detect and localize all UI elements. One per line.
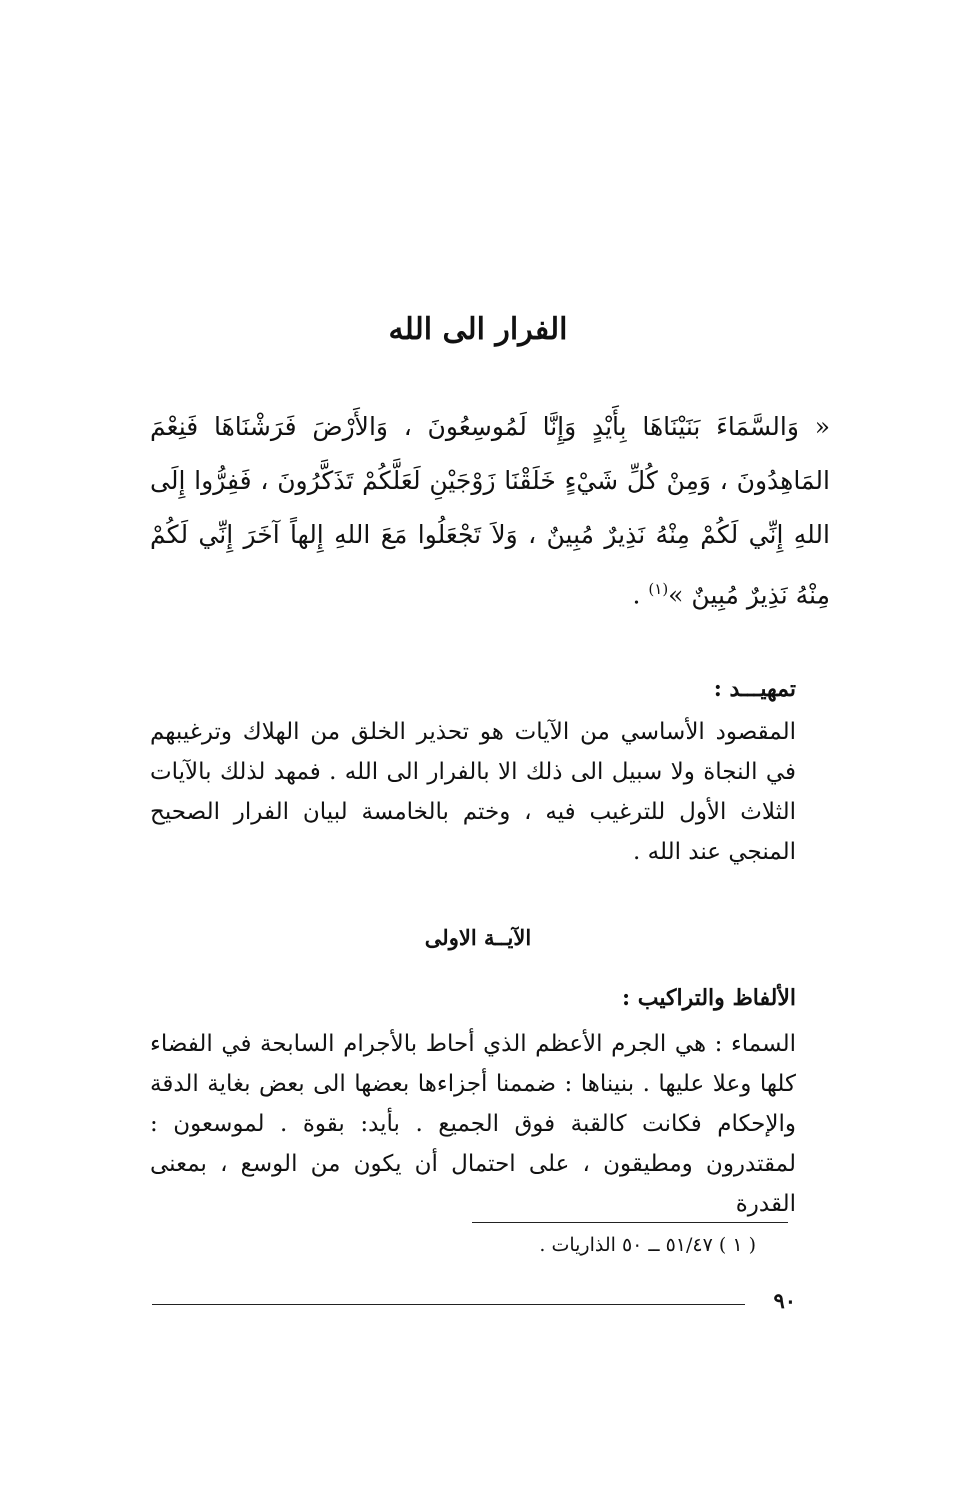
intro-paragraph: المقصود الأساسي من الآيات هو تحذير الخلق من الهلاك وترغيبهم في النجاة ولا سبيل الى ذلك الا بالفرار الى الله . فمهد لذلك بالآيات الثلاث الأول للترغيب فيه ، وختم بالخامسة لبيان الفرار الصحيح المنجي عند الله . (150, 719, 796, 865)
vocab-heading: الألفاظ والتراكيب : (621, 985, 796, 1011)
vocab-paragraph: السماء : هي الجرم الأعظم الذي أحاط بالأجرام السابحة في الفضاء كلها وعلا عليها . بنيناها : ضممنا أجزاءها بعضها الى بعض بغاية الدقة والإحكام فكانت كالقبة فوق الجميع . بأيد: بقوة . لموسعون : لمقتدرون ومطيقون ، على احتمال أن يكون من الوسع ، بمعنى القدرة (150, 1031, 796, 1217)
page-bottom-rule (152, 1304, 745, 1305)
footnote-divider (472, 1222, 788, 1223)
intro-heading: تمهيـــد : (713, 676, 796, 702)
verse-end: . (632, 580, 649, 610)
chapter-title: الفرار الى الله (388, 312, 568, 347)
verse-text: « وَالسَّمَاءَ بَنَيْنَاهَا بِأَيْدٍ وَإِنَّا لَمُوسِعُونَ ، وَالأَرْضَ فَرَشْنَاهَا فَنِعْمَ المَاهِدُونَ ، وَمِنْ كُلِّ شَيْءٍ خَلَقْنَا زَوْجَيْنِ لَعَلَّكُمْ تَذَكَّرُونَ ، فَفِرُّوا إِلَى اللهِ إِنِّي لَكُمْ مِنْهُ نَذِيرٌ مُبِينٌ ، وَلاَ تَجْعَلُوا مَعَ اللهِ إِلهاً آخَرَ إِنِّي لَكُمْ مِنْهُ نَذِيرٌ مُبِينٌ » (150, 412, 830, 610)
footnote-text: ( ١ ) ٥١/٤٧ ــ ٥٠ الذاريات . (539, 1234, 756, 1256)
footnote-ref: (١) (648, 580, 669, 598)
ayah-heading: الآيــة الاولى (424, 925, 532, 950)
page-number: ٩٠ (773, 1288, 796, 1313)
quran-verse-block (150, 400, 830, 622)
